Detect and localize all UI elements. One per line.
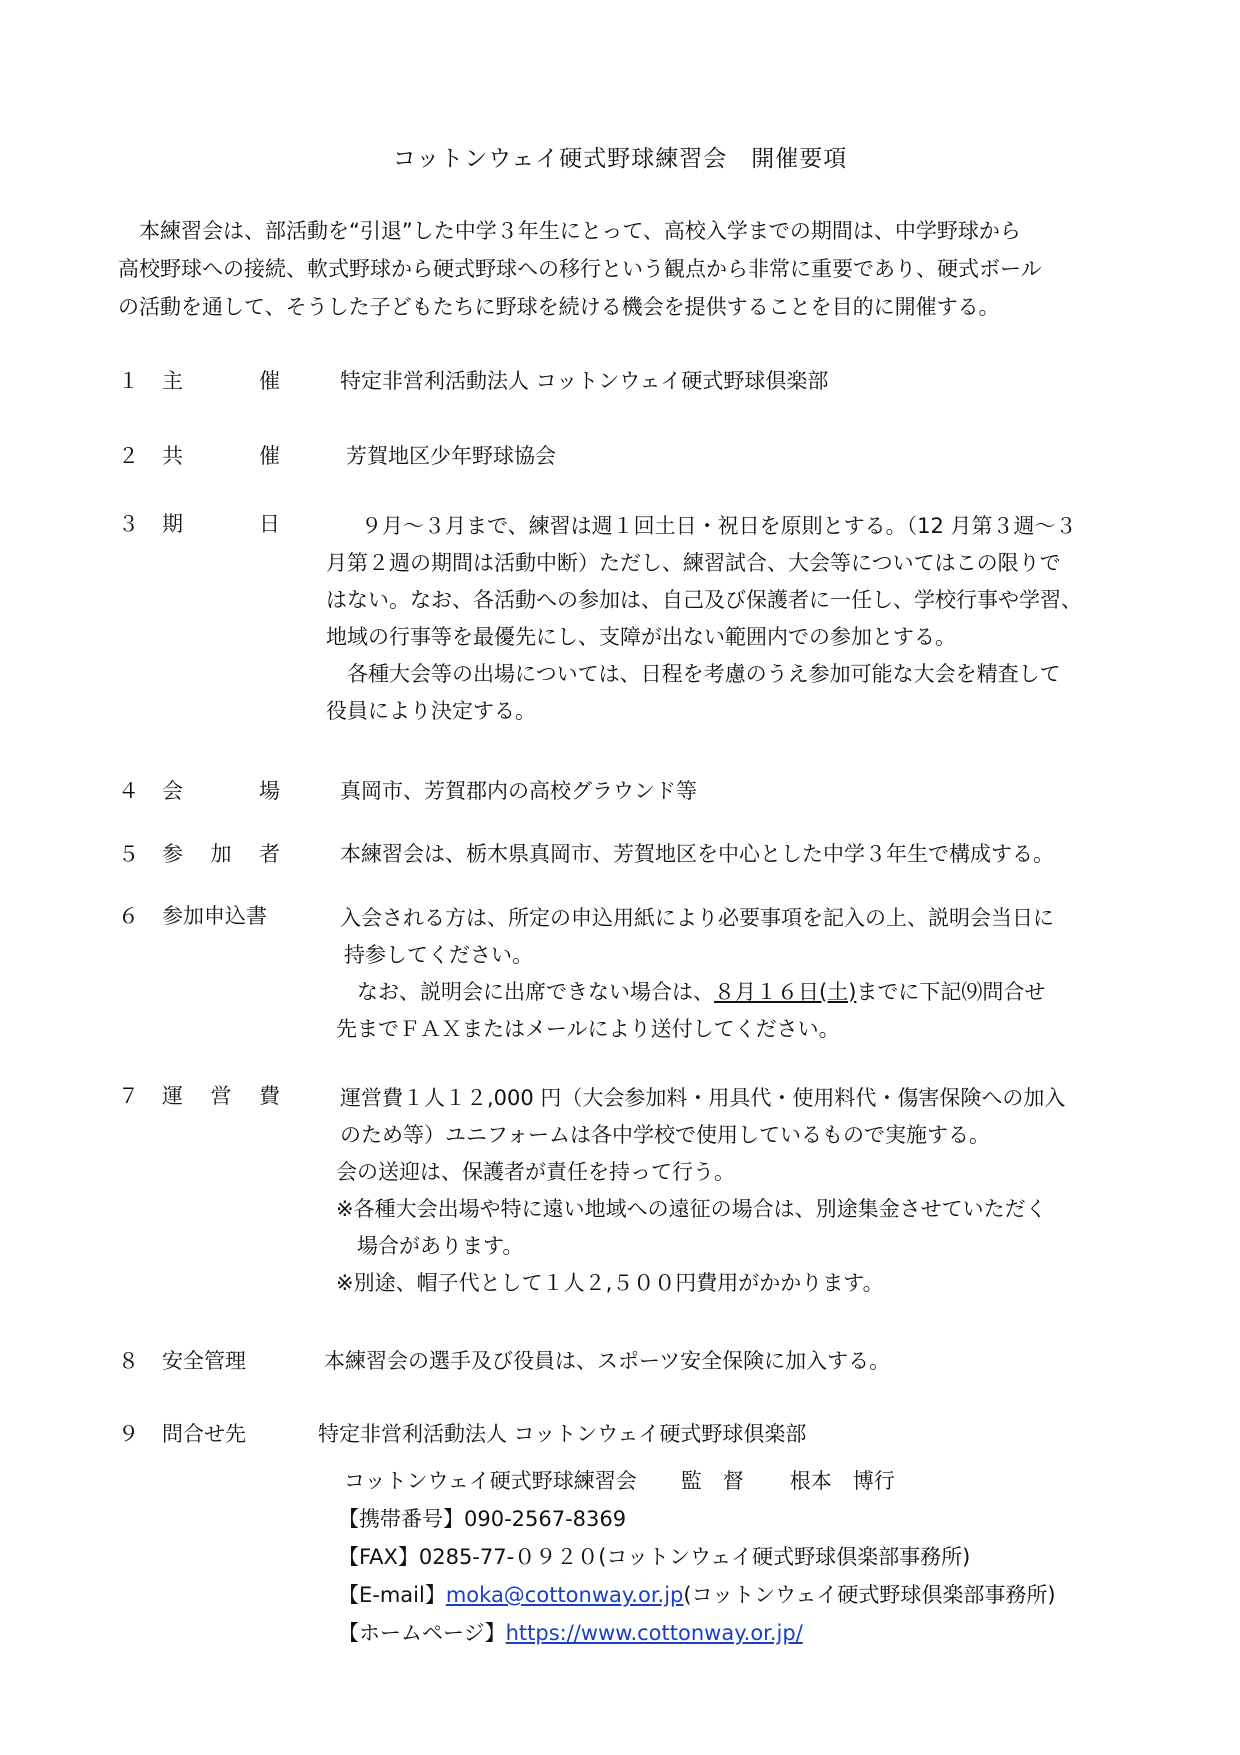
section-text-block: [336, 900, 1054, 1048]
section-text: 本練習会の選手及び役員は、スポーツ安全保険に加入する。: [324, 1349, 891, 1373]
deadline-date: ８月１６日(土): [714, 980, 857, 1004]
section-label: 問合せ先: [162, 1422, 246, 1446]
section-text: 特定非営利活動法人 コットンウェイ硬式野球倶楽部: [340, 369, 829, 393]
email-link[interactable]: moka@cottonway.or.jp: [445, 1583, 684, 1607]
section-number: ５: [118, 842, 139, 866]
homepage-link[interactable]: https://www.cottonway.or.jp/: [505, 1621, 803, 1645]
section-number: ４: [118, 779, 139, 803]
text-line: 役員により決定する。: [326, 699, 536, 723]
section-label: 会 場: [162, 779, 280, 803]
section-number: １: [118, 369, 139, 393]
contact-fax-line: [338, 1538, 1056, 1576]
section-number: ３: [118, 512, 139, 536]
text-line: なお、説明会に出席できない場合は、８月１６日(土)までに下記⑼問合せ: [336, 980, 1046, 1004]
section-label: 主 催: [162, 369, 280, 393]
text-line: 地域の行事等を最優先にし、支障が出ない範囲内での参加とする。: [326, 625, 956, 649]
phone-number: 090-2567-8369: [464, 1507, 627, 1531]
page-title: コットンウェイ硬式野球練習会 開催要項: [392, 146, 848, 172]
intro-line: の活動を通して、そうした子どもたちに野球を続ける機会を提供することを目的に開催する。: [118, 295, 1000, 319]
section-text: 真岡市、芳賀郡内の高校グラウンド等: [340, 779, 697, 803]
section-label: 安全管理: [162, 1349, 246, 1373]
text-line: ９月～３月まで、練習は週１回土日・祝日を原則とする。（12 月第３週～３: [340, 514, 1077, 538]
intro-paragraph: [118, 212, 1128, 326]
contact-manager-line: コットンウェイ硬式野球練習会 監 督 根本 博行: [344, 1469, 895, 1493]
contact-phone-line: [338, 1500, 1056, 1538]
section-label: 参 加 者: [162, 842, 280, 866]
text-line: 場合があります。: [336, 1234, 524, 1258]
section-label: 期 日: [162, 512, 280, 536]
section-label: 参加申込書: [162, 904, 267, 928]
phone-label: 【携帯番号】: [338, 1507, 464, 1531]
section-number: ６: [118, 904, 139, 928]
email-label: 【E-mail】: [338, 1583, 446, 1607]
text-line: のため等）ユニフォームは各中学校で使用しているもので実施する。: [340, 1123, 990, 1147]
section-number: ９: [118, 1422, 139, 1446]
contact-organization: 特定非営利活動法人 コットンウェイ硬式野球倶楽部: [318, 1422, 807, 1446]
section-label: 共 催: [162, 444, 280, 468]
text-line: 月第２週の期間は活動中断）ただし、練習試合、大会等についてはこの限りで: [326, 551, 1061, 575]
contact-email-line: 【E-mail】moka@cottonway.or.jp(コットンウェイ硬式野球倶楽部事務所): [338, 1583, 1056, 1607]
contact-web-line: [338, 1614, 1056, 1652]
text-line: 運営費１人１２,000 円（大会参加料・用具代・使用料代・傷害保険への加入: [340, 1086, 1066, 1110]
section-text: 芳賀地区少年野球協会: [346, 444, 556, 468]
fax-label: 【FAX】: [338, 1545, 419, 1569]
text-line: 入会される方は、所定の申込用紙により必要事項を記入の上、説明会当日に: [340, 906, 1054, 930]
text-line: ※各種大会出場や特に遠い地域への遠征の場合は、別途集金させていただく: [336, 1197, 1047, 1221]
text-line: 持参してください。: [344, 943, 533, 967]
text-line: 各種大会等の出場については、日程を考慮のうえ参加可能な大会を精査して: [326, 662, 1061, 686]
section-text-block: [326, 508, 1082, 730]
section-number: ２: [118, 444, 139, 468]
contact-details: [338, 1462, 1056, 1652]
text-line: はない。なお、各活動への参加は、自己及び保護者に一任し、学校行事や学習、: [326, 588, 1082, 612]
intro-line: 本練習会は、部活動を“引退”した中学３年生にとって、高校入学までの期間は、中学野球から: [118, 219, 1021, 243]
text-line: 先までＦＡＸまたはメールにより送付してください。: [336, 1017, 840, 1041]
section-label: 運 営 費: [162, 1084, 280, 1108]
intro-line: 高校野球への接続、軟式野球から硬式野球への移行という観点から非常に重要であり、硬式ボール: [118, 257, 1042, 281]
section-text: 本練習会は、栃木県真岡市、芳賀地区を中心とした中学３年生で構成する。: [340, 842, 1054, 866]
text-line: 会の送迎は、保護者が責任を持って行う。: [336, 1160, 735, 1184]
section-number: ８: [118, 1349, 139, 1373]
web-label: 【ホームページ】: [338, 1621, 506, 1645]
section-text-block: [336, 1080, 1065, 1302]
section-number: ７: [118, 1084, 139, 1108]
fax-number: 0285-77-０９２０(コットンウェイ硬式野球倶楽部事務所): [418, 1545, 971, 1569]
text-line: ※別途、帽子代として１人２,５００円費用がかかります。: [336, 1271, 884, 1295]
